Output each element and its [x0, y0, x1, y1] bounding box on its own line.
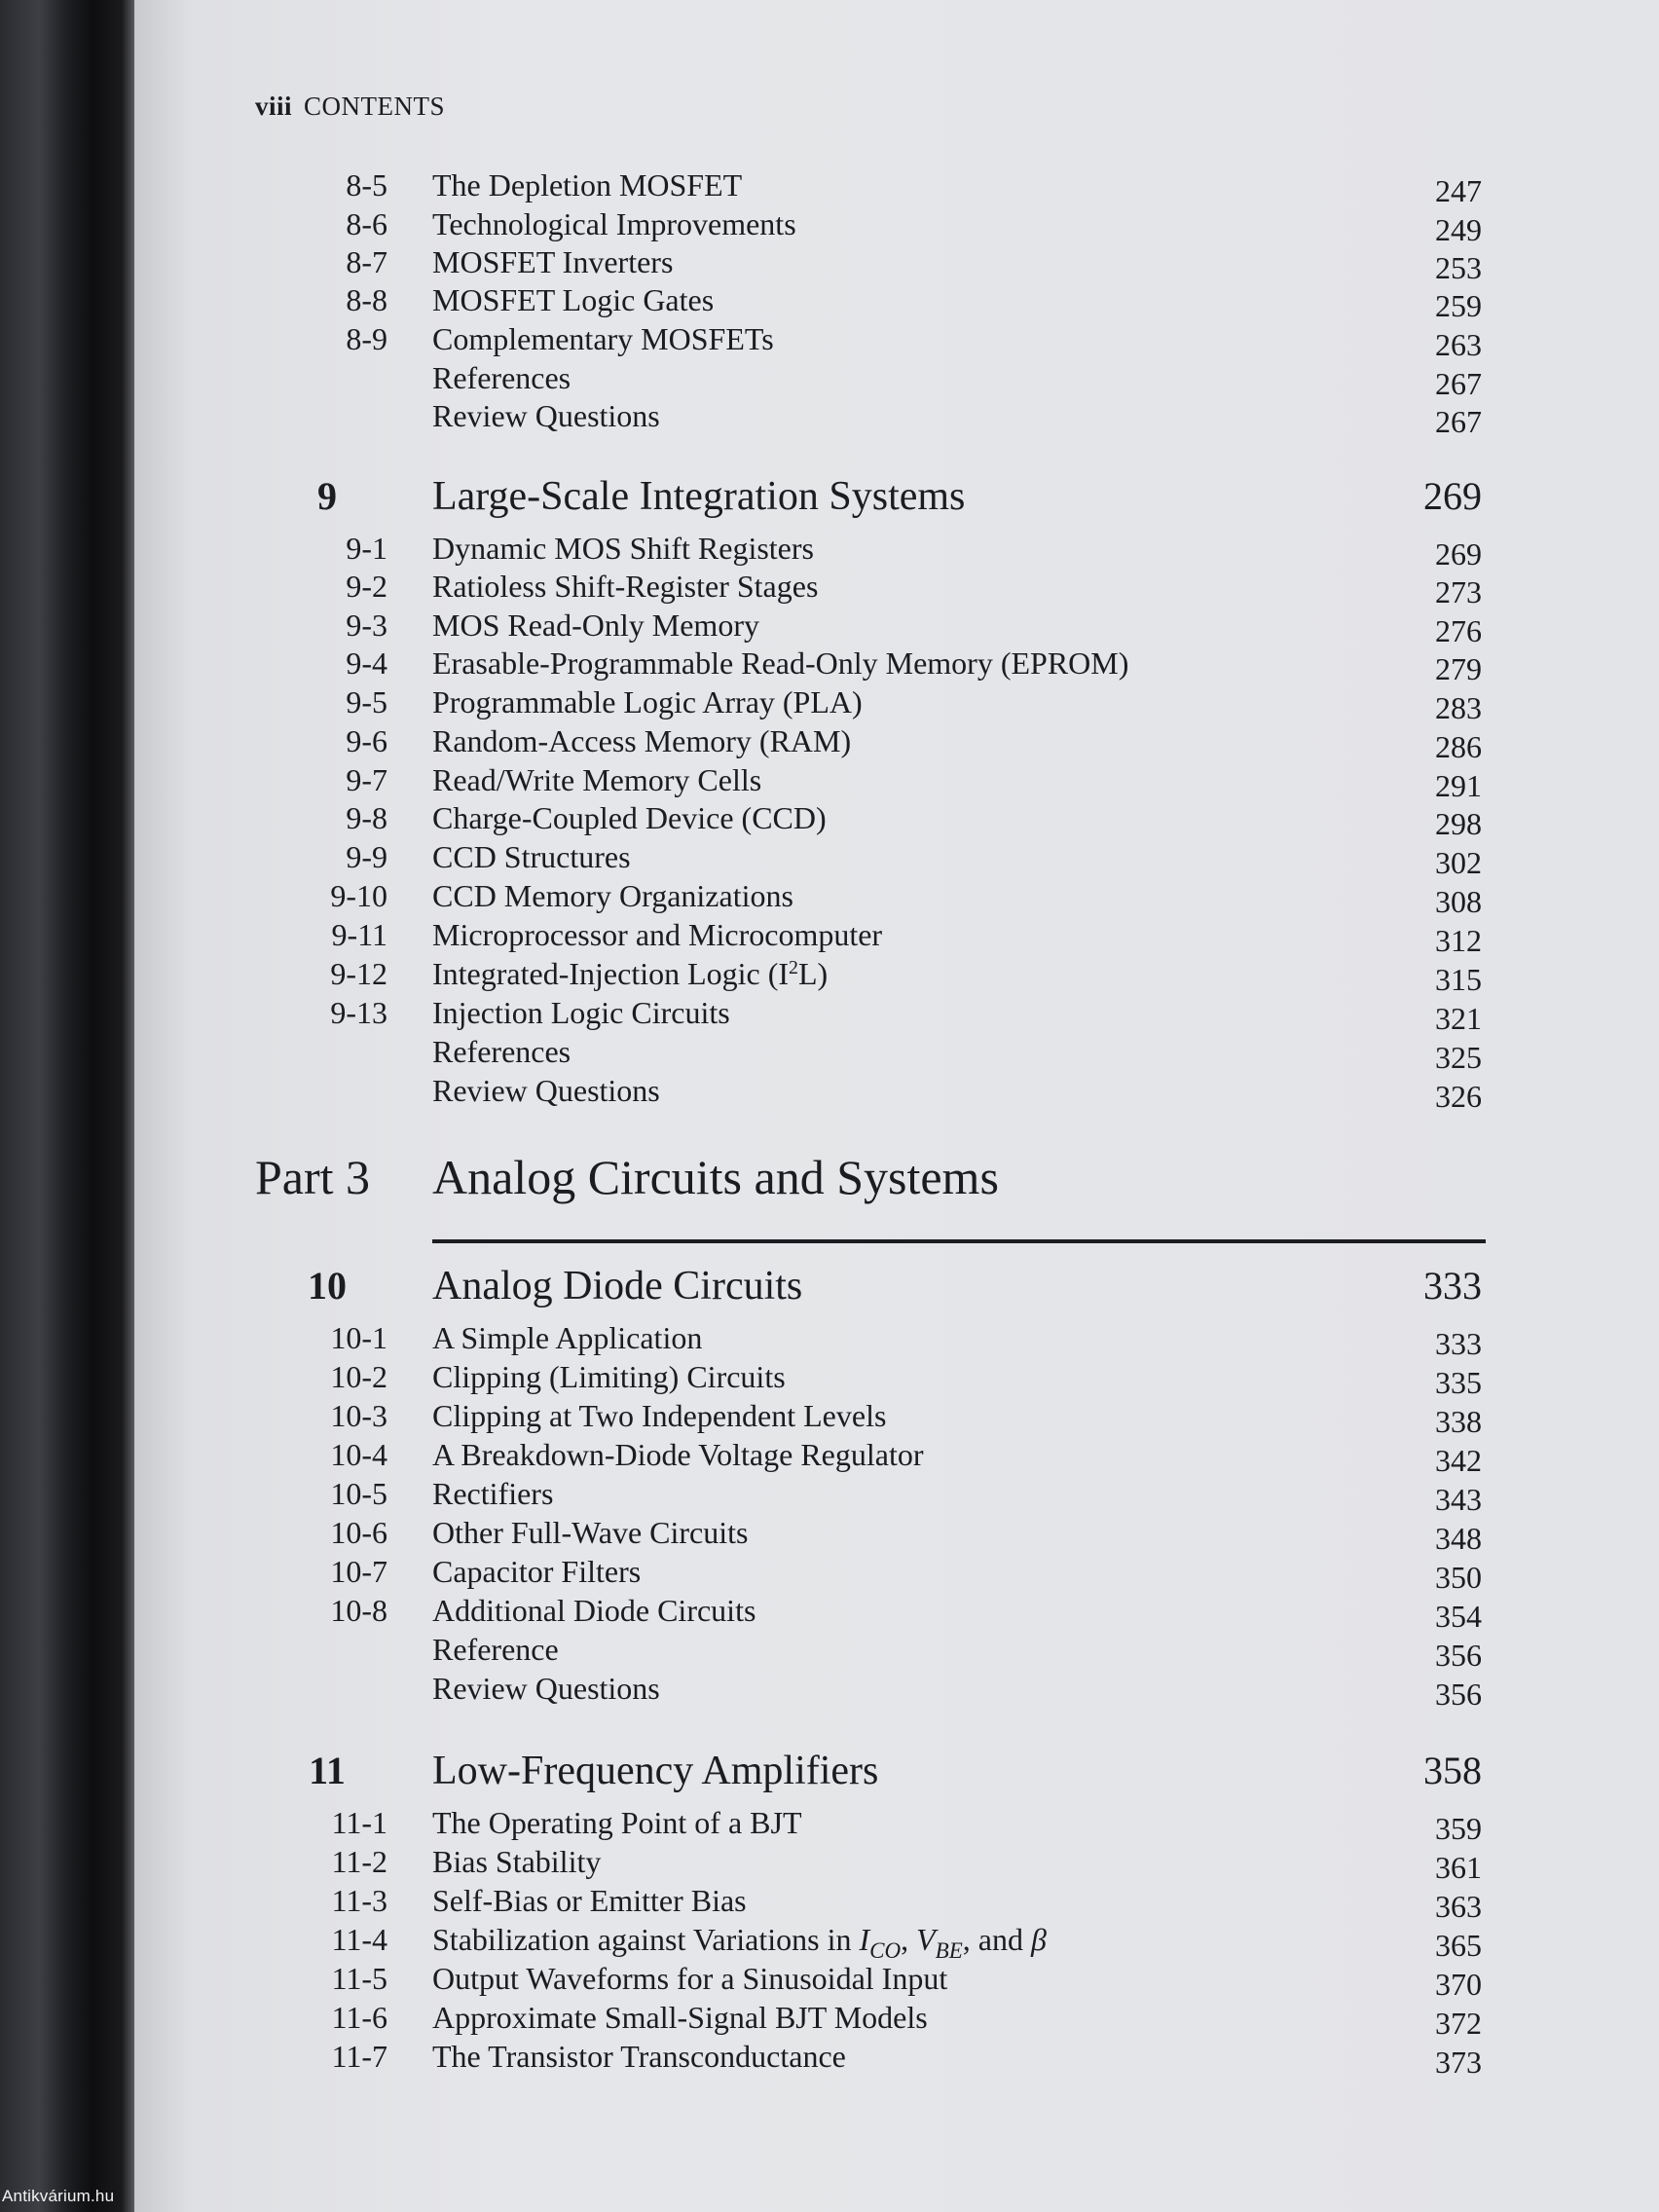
math-subscript: BE — [935, 1937, 963, 1964]
entry-title: A Breakdown-Diode Voltage Regulator — [432, 1437, 924, 1472]
entry-title: MOS Read-Only Memory — [432, 608, 759, 643]
entry-number: 9-13 — [330, 995, 387, 1030]
entry-number: 10-8 — [330, 1593, 387, 1628]
entry-title: Review Questions — [432, 1073, 660, 1108]
toc-entry — [0, 878, 1659, 917]
math-variable: V — [916, 1922, 936, 1957]
toc-entry — [0, 995, 1659, 1034]
part-heading — [255, 1149, 1521, 1205]
entry-title — [432, 1922, 1047, 1964]
chapter-title: Low-Frequency Amplifiers — [432, 1749, 879, 1793]
entry-page: 273 — [1435, 574, 1482, 609]
entry-page: 370 — [1435, 1967, 1482, 2002]
part-label: Part 3 — [255, 1150, 371, 1204]
entry-title: Rectifiers — [432, 1476, 554, 1511]
entry-number: 8-5 — [346, 167, 387, 203]
entry-title: Clipping at Two Independent Levels — [432, 1398, 887, 1433]
toc-entry — [0, 360, 1659, 399]
entry-title: The Depletion MOSFET — [432, 167, 743, 203]
entry-title: CCD Memory Organizations — [432, 878, 793, 913]
entry-title-text: Stabilization against Variations in — [432, 1922, 860, 1957]
entry-title: References — [432, 360, 571, 395]
entry-number: 11-5 — [331, 1961, 387, 1996]
chapter-title: Large-Scale Integration Systems — [432, 474, 966, 519]
entry-title: Erasable-Programmable Read-Only Memory (EPROM) — [432, 645, 1129, 681]
chapter-page: 269 — [1423, 474, 1482, 518]
entry-page: 343 — [1435, 1482, 1482, 1517]
toc-entry — [0, 1671, 1659, 1710]
toc-entry — [0, 398, 1659, 437]
entry-number: 8-7 — [346, 244, 387, 279]
entry-title: Clipping (Limiting) Circuits — [432, 1359, 786, 1394]
toc-entry — [0, 2000, 1659, 2039]
entry-page: 350 — [1435, 1560, 1482, 1595]
page-number: viii — [255, 92, 293, 121]
entry-number: 9-9 — [346, 839, 387, 874]
entry-title-text: , — [901, 1922, 917, 1957]
math-variable: I — [859, 1922, 870, 1957]
toc-entry — [0, 531, 1659, 570]
chapter-heading — [0, 1748, 1659, 1793]
chapter-page: 358 — [1423, 1749, 1482, 1792]
entry-number: 9-5 — [346, 684, 387, 719]
toc-entry — [0, 608, 1659, 646]
toc-entry — [0, 1922, 1659, 1964]
entry-title: The Transistor Transconductance — [432, 2039, 846, 2074]
entry-title: MOSFET Inverters — [432, 244, 674, 279]
entry-title: Self-Bias or Emitter Bias — [432, 1883, 747, 1918]
entry-number: 9-7 — [346, 762, 387, 797]
entry-number: 11-3 — [331, 1883, 387, 1918]
chapter-number: 11 — [309, 1749, 346, 1792]
entry-number: 9-2 — [346, 569, 387, 604]
chapter-title: Analog Diode Circuits — [432, 1264, 803, 1309]
toc-entry — [0, 167, 1659, 206]
toc-entry — [0, 645, 1659, 684]
chapter-number: 10 — [308, 1264, 347, 1308]
entry-page: 298 — [1435, 806, 1482, 841]
entry-page: 249 — [1435, 212, 1482, 247]
entry-title: Charge-Coupled Device (CCD) — [432, 800, 827, 835]
running-header — [255, 92, 445, 122]
toc-entry — [0, 917, 1659, 956]
entry-page: 338 — [1435, 1404, 1482, 1439]
entry-page: 373 — [1435, 2045, 1482, 2080]
entry-title: Random-Access Memory (RAM) — [432, 723, 852, 758]
toc-entry — [0, 206, 1659, 245]
entry-page: 365 — [1435, 1928, 1482, 1963]
entry-title: Additional Diode Circuits — [432, 1593, 756, 1628]
toc-entry — [0, 839, 1659, 878]
toc-entry — [0, 1844, 1659, 1883]
entry-page: 312 — [1435, 923, 1482, 958]
math-subscript: CO — [869, 1937, 902, 1964]
entry-number: 9-6 — [346, 723, 387, 758]
entry-page: 302 — [1435, 845, 1482, 880]
entry-number: 10-7 — [330, 1554, 387, 1589]
entry-number: 9-8 — [346, 800, 387, 835]
entry-number: 8-6 — [346, 206, 387, 241]
toc-entry — [0, 569, 1659, 608]
toc-entry — [0, 762, 1659, 801]
toc-entry — [0, 1883, 1659, 1922]
chapter-number: 9 — [317, 474, 337, 518]
entry-number: 10-2 — [330, 1359, 387, 1394]
toc-entry — [0, 1593, 1659, 1632]
entry-page: 372 — [1435, 2006, 1482, 2041]
entry-page: 247 — [1435, 173, 1482, 208]
toc-entry — [0, 1961, 1659, 2000]
entry-page: 286 — [1435, 729, 1482, 764]
chapter-page: 333 — [1423, 1264, 1482, 1308]
entry-page: 283 — [1435, 690, 1482, 725]
toc-entry — [0, 1476, 1659, 1515]
toc-entry — [0, 1437, 1659, 1476]
entry-page: 279 — [1435, 651, 1482, 686]
entry-page: 325 — [1435, 1040, 1482, 1075]
entry-title: Injection Logic Circuits — [432, 995, 730, 1030]
entry-title: Technological Improvements — [432, 206, 796, 241]
entry-title: MOSFET Logic Gates — [432, 282, 715, 317]
entry-title: Bias Stability — [432, 1844, 602, 1879]
toc-entry — [0, 684, 1659, 723]
entry-title: CCD Structures — [432, 839, 631, 874]
entry-page: 333 — [1435, 1326, 1482, 1361]
toc-entry — [0, 2039, 1659, 2078]
entry-page: 335 — [1435, 1365, 1482, 1400]
toc-entry — [0, 1359, 1659, 1398]
entry-title: Output Waveforms for a Sinusoidal Input — [432, 1961, 948, 1996]
entry-title: Read/Write Memory Cells — [432, 762, 762, 797]
entry-title: Dynamic MOS Shift Registers — [432, 531, 814, 566]
part-title: Analog Circuits and Systems — [432, 1150, 999, 1204]
entry-page: 363 — [1435, 1889, 1482, 1924]
entry-number: 9-1 — [346, 531, 387, 566]
entry-page: 361 — [1435, 1850, 1482, 1885]
entry-page: 269 — [1435, 536, 1482, 571]
toc-entry — [0, 1034, 1659, 1073]
entry-title-text: , and — [962, 1922, 1031, 1957]
entry-title: The Operating Point of a BJT — [432, 1805, 802, 1840]
toc-entry — [0, 956, 1659, 995]
entry-title: Complementary MOSFETs — [432, 321, 774, 356]
entry-title-text: L) — [797, 956, 829, 991]
entry-page: 356 — [1435, 1638, 1482, 1673]
entry-number: 8-8 — [346, 282, 387, 317]
toc-entry — [0, 321, 1659, 360]
entry-page: 253 — [1435, 250, 1482, 285]
entry-number: 9-4 — [346, 645, 387, 681]
entry-title-text: Integrated-Injection Logic (I — [432, 956, 790, 991]
entry-page: 276 — [1435, 613, 1482, 648]
entry-title: Approximate Small-Signal BJT Models — [432, 2000, 928, 2035]
entry-number: 11-7 — [331, 2039, 387, 2074]
toc-entry — [0, 1805, 1659, 1844]
entry-page: 291 — [1435, 768, 1482, 803]
entry-title — [432, 956, 828, 992]
entry-number: 11-2 — [331, 1844, 387, 1879]
entry-title: References — [432, 1034, 571, 1069]
header-title: CONTENTS — [304, 92, 446, 121]
toc-entry — [0, 1073, 1659, 1112]
entry-title: Programmable Logic Array (PLA) — [432, 684, 863, 719]
entry-page: 315 — [1435, 962, 1482, 997]
part-rule — [432, 1239, 1486, 1243]
toc-entry — [0, 1632, 1659, 1671]
chapter-heading — [0, 473, 1659, 519]
entry-title: Ratioless Shift-Register Stages — [432, 569, 819, 604]
entry-page: 356 — [1435, 1677, 1482, 1712]
entry-number: 9-10 — [330, 878, 387, 913]
entry-number: 11-4 — [331, 1922, 387, 1957]
toc-entry — [0, 1554, 1659, 1593]
toc-entry — [0, 800, 1659, 839]
entry-page: 321 — [1435, 1001, 1482, 1036]
entry-page: 267 — [1435, 366, 1482, 401]
entry-number: 10-5 — [330, 1476, 387, 1511]
entry-title: A Simple Application — [432, 1320, 703, 1355]
entry-title: Other Full-Wave Circuits — [432, 1515, 749, 1550]
watermark: Antikvárium.hu — [2, 2187, 115, 2205]
entry-title: Review Questions — [432, 398, 660, 433]
math-variable: β — [1031, 1922, 1047, 1957]
entry-page: 308 — [1435, 884, 1482, 919]
entry-page: 263 — [1435, 327, 1482, 362]
entry-number: 8-9 — [346, 321, 387, 356]
entry-number: 10-1 — [330, 1320, 387, 1355]
entry-title: Capacitor Filters — [432, 1554, 642, 1589]
entry-number: 10-3 — [330, 1398, 387, 1433]
entry-title-superscript: 2 — [789, 957, 798, 979]
toc-entry — [0, 1515, 1659, 1554]
toc-entry — [0, 282, 1659, 321]
toc-entry — [0, 1320, 1659, 1359]
entry-page: 359 — [1435, 1811, 1482, 1846]
toc-entry — [0, 1398, 1659, 1437]
entry-page: 354 — [1435, 1599, 1482, 1634]
entry-title: Review Questions — [432, 1671, 660, 1706]
entry-page: 326 — [1435, 1079, 1482, 1114]
entry-number: 10-4 — [330, 1437, 387, 1472]
entry-page: 348 — [1435, 1521, 1482, 1556]
entry-number: 11-1 — [331, 1805, 387, 1840]
entry-title: Reference — [432, 1632, 559, 1667]
toc-entry — [0, 244, 1659, 283]
entry-number: 10-6 — [330, 1515, 387, 1550]
entry-number: 9-11 — [331, 917, 387, 952]
entry-number: 11-6 — [331, 2000, 387, 2035]
entry-number: 9-3 — [346, 608, 387, 643]
entry-number: 9-12 — [330, 956, 387, 991]
entry-page: 259 — [1435, 288, 1482, 323]
toc-entry — [0, 723, 1659, 762]
entry-title: Microprocessor and Microcomputer — [432, 917, 883, 952]
entry-page: 342 — [1435, 1443, 1482, 1478]
entry-page: 267 — [1435, 404, 1482, 439]
chapter-heading — [0, 1263, 1659, 1309]
